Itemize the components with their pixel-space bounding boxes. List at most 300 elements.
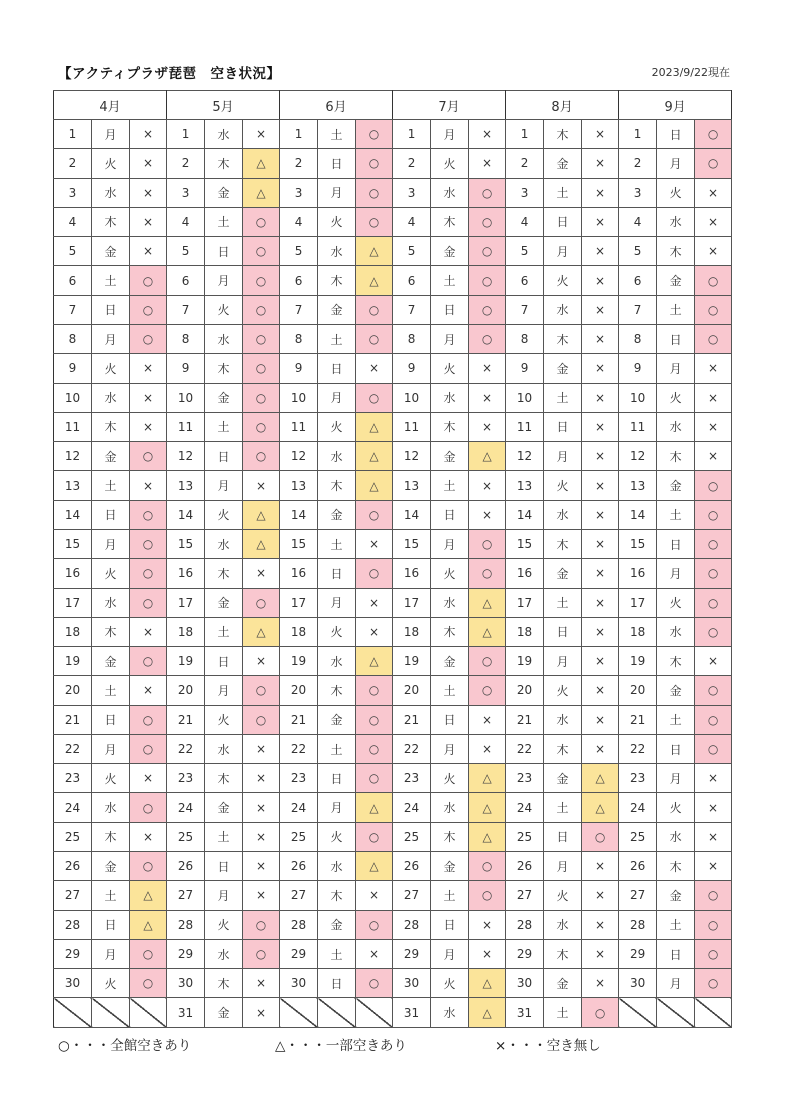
day-number: 11 bbox=[393, 412, 431, 441]
day-number: 9 bbox=[167, 354, 205, 383]
day-number: 9 bbox=[393, 354, 431, 383]
availability-mark: × bbox=[582, 471, 619, 500]
availability-mark: × bbox=[582, 120, 619, 149]
day-number: 24 bbox=[506, 793, 544, 822]
availability-mark: × bbox=[582, 734, 619, 763]
availability-mark: ○ bbox=[469, 324, 506, 353]
day-number: 8 bbox=[393, 324, 431, 353]
weekday: 火 bbox=[205, 705, 243, 734]
weekday: 水 bbox=[318, 442, 356, 471]
day-number: 20 bbox=[619, 676, 657, 705]
day-number: 5 bbox=[280, 237, 318, 266]
availability-mark: △ bbox=[356, 647, 393, 676]
day-row bbox=[54, 588, 732, 617]
day-number: 6 bbox=[619, 266, 657, 295]
weekday: 金 bbox=[92, 647, 130, 676]
month-header: 8月 bbox=[506, 91, 619, 120]
day-number: 2 bbox=[54, 149, 92, 178]
availability-mark: × bbox=[582, 324, 619, 353]
weekday: 水 bbox=[544, 295, 582, 324]
legend-partial: △・・・一部空きあり bbox=[275, 1038, 407, 1054]
availability-mark: ○ bbox=[356, 324, 393, 353]
day-number: 12 bbox=[54, 442, 92, 471]
availability-mark: ○ bbox=[243, 354, 280, 383]
day-number: 5 bbox=[393, 237, 431, 266]
weekday: 土 bbox=[318, 939, 356, 968]
weekday: 火 bbox=[657, 178, 695, 207]
weekday: 土 bbox=[92, 471, 130, 500]
availability-mark: ○ bbox=[356, 705, 393, 734]
day-number: 24 bbox=[54, 793, 92, 822]
day-number: 14 bbox=[54, 500, 92, 529]
day-row bbox=[54, 822, 732, 851]
day-number: 21 bbox=[167, 705, 205, 734]
weekday: 水 bbox=[92, 793, 130, 822]
weekday: 木 bbox=[431, 412, 469, 441]
weekday: 木 bbox=[431, 617, 469, 646]
weekday: 金 bbox=[657, 471, 695, 500]
weekday: 木 bbox=[544, 324, 582, 353]
day-number: 10 bbox=[280, 383, 318, 412]
availability-mark: ○ bbox=[695, 705, 732, 734]
day-number: 22 bbox=[54, 734, 92, 763]
day-number: 13 bbox=[54, 471, 92, 500]
day-number: 19 bbox=[167, 647, 205, 676]
weekday: 水 bbox=[205, 324, 243, 353]
availability-mark: × bbox=[469, 354, 506, 383]
day-number: 10 bbox=[619, 383, 657, 412]
weekday: 日 bbox=[657, 324, 695, 353]
empty-cell bbox=[130, 998, 167, 1028]
weekday: 月 bbox=[431, 939, 469, 968]
day-row bbox=[54, 529, 732, 558]
day-number: 26 bbox=[167, 852, 205, 881]
availability-mark: ○ bbox=[695, 939, 732, 968]
weekday: 火 bbox=[431, 559, 469, 588]
weekday: 金 bbox=[205, 793, 243, 822]
availability-mark: △ bbox=[243, 500, 280, 529]
day-number: 2 bbox=[506, 149, 544, 178]
day-number: 15 bbox=[280, 529, 318, 558]
weekday: 月 bbox=[205, 266, 243, 295]
weekday: 土 bbox=[205, 412, 243, 441]
weekday: 月 bbox=[318, 383, 356, 412]
availability-mark: × bbox=[695, 793, 732, 822]
day-number: 1 bbox=[506, 120, 544, 149]
availability-mark: ○ bbox=[243, 295, 280, 324]
day-number: 24 bbox=[280, 793, 318, 822]
day-row bbox=[54, 734, 732, 763]
availability-mark: ○ bbox=[130, 529, 167, 558]
weekday: 木 bbox=[544, 529, 582, 558]
weekday: 水 bbox=[205, 939, 243, 968]
day-number: 22 bbox=[619, 734, 657, 763]
availability-mark: ○ bbox=[695, 529, 732, 558]
availability-mark: × bbox=[130, 207, 167, 236]
day-number: 16 bbox=[280, 559, 318, 588]
weekday: 土 bbox=[318, 324, 356, 353]
day-number: 29 bbox=[54, 939, 92, 968]
availability-mark: × bbox=[469, 383, 506, 412]
weekday: 月 bbox=[544, 237, 582, 266]
day-number: 6 bbox=[280, 266, 318, 295]
day-number: 20 bbox=[54, 676, 92, 705]
availability-mark: ○ bbox=[695, 149, 732, 178]
weekday: 月 bbox=[431, 529, 469, 558]
day-number: 28 bbox=[619, 910, 657, 939]
availability-mark: ○ bbox=[469, 207, 506, 236]
availability-mark: ○ bbox=[243, 383, 280, 412]
availability-mark: × bbox=[243, 793, 280, 822]
weekday: 月 bbox=[318, 793, 356, 822]
empty-cell bbox=[657, 998, 695, 1028]
weekday: 火 bbox=[92, 559, 130, 588]
weekday: 土 bbox=[318, 529, 356, 558]
calendar-body bbox=[54, 120, 732, 1028]
weekday: 木 bbox=[544, 120, 582, 149]
day-number: 29 bbox=[619, 939, 657, 968]
weekday: 月 bbox=[205, 881, 243, 910]
availability-mark: ○ bbox=[243, 237, 280, 266]
weekday: 金 bbox=[544, 764, 582, 793]
weekday: 日 bbox=[544, 822, 582, 851]
day-number: 10 bbox=[506, 383, 544, 412]
availability-mark: ○ bbox=[695, 910, 732, 939]
weekday: 月 bbox=[318, 588, 356, 617]
weekday: 金 bbox=[205, 383, 243, 412]
month-header: 9月 bbox=[619, 91, 732, 120]
day-number: 19 bbox=[393, 647, 431, 676]
day-number: 9 bbox=[54, 354, 92, 383]
availability-table bbox=[53, 90, 732, 1028]
day-number: 7 bbox=[54, 295, 92, 324]
availability-mark: × bbox=[582, 266, 619, 295]
availability-mark: △ bbox=[469, 588, 506, 617]
weekday: 土 bbox=[657, 500, 695, 529]
day-number: 27 bbox=[167, 881, 205, 910]
availability-mark: ○ bbox=[356, 500, 393, 529]
day-number: 12 bbox=[506, 442, 544, 471]
availability-mark: × bbox=[469, 910, 506, 939]
weekday: 火 bbox=[657, 588, 695, 617]
weekday: 水 bbox=[318, 647, 356, 676]
availability-mark: △ bbox=[469, 969, 506, 998]
weekday: 日 bbox=[544, 617, 582, 646]
availability-mark: ○ bbox=[695, 969, 732, 998]
weekday: 日 bbox=[657, 120, 695, 149]
day-number: 22 bbox=[506, 734, 544, 763]
day-number: 5 bbox=[54, 237, 92, 266]
availability-mark: △ bbox=[469, 617, 506, 646]
availability-mark: × bbox=[243, 881, 280, 910]
day-number: 31 bbox=[393, 998, 431, 1028]
weekday: 月 bbox=[657, 559, 695, 588]
day-number: 25 bbox=[54, 822, 92, 851]
day-number: 27 bbox=[619, 881, 657, 910]
availability-mark: ○ bbox=[356, 207, 393, 236]
availability-mark: × bbox=[582, 500, 619, 529]
day-number: 15 bbox=[619, 529, 657, 558]
availability-mark: ○ bbox=[695, 324, 732, 353]
availability-mark: × bbox=[582, 910, 619, 939]
availability-mark: △ bbox=[469, 793, 506, 822]
day-number: 3 bbox=[619, 178, 657, 207]
day-number: 4 bbox=[54, 207, 92, 236]
month-header-row bbox=[54, 91, 732, 120]
day-number: 19 bbox=[54, 647, 92, 676]
availability-mark: × bbox=[469, 149, 506, 178]
day-row bbox=[54, 705, 732, 734]
day-number: 5 bbox=[506, 237, 544, 266]
day-row bbox=[54, 471, 732, 500]
day-number: 26 bbox=[506, 852, 544, 881]
availability-mark: × bbox=[582, 881, 619, 910]
weekday: 金 bbox=[92, 852, 130, 881]
availability-mark: ○ bbox=[130, 734, 167, 763]
availability-mark: ○ bbox=[695, 559, 732, 588]
day-number: 30 bbox=[506, 969, 544, 998]
weekday: 月 bbox=[431, 734, 469, 763]
day-number: 25 bbox=[506, 822, 544, 851]
weekday: 水 bbox=[431, 588, 469, 617]
day-number: 29 bbox=[393, 939, 431, 968]
weekday: 日 bbox=[544, 207, 582, 236]
weekday: 土 bbox=[431, 676, 469, 705]
day-row bbox=[54, 852, 732, 881]
weekday: 日 bbox=[318, 764, 356, 793]
weekday: 日 bbox=[544, 412, 582, 441]
availability-mark: △ bbox=[356, 237, 393, 266]
day-number: 20 bbox=[167, 676, 205, 705]
day-number: 13 bbox=[280, 471, 318, 500]
weekday: 金 bbox=[544, 149, 582, 178]
day-number: 19 bbox=[280, 647, 318, 676]
weekday: 金 bbox=[205, 588, 243, 617]
weekday: 日 bbox=[431, 910, 469, 939]
availability-mark: × bbox=[469, 939, 506, 968]
day-number: 25 bbox=[280, 822, 318, 851]
day-number: 23 bbox=[167, 764, 205, 793]
weekday: 木 bbox=[92, 822, 130, 851]
weekday: 日 bbox=[431, 705, 469, 734]
weekday: 水 bbox=[544, 500, 582, 529]
availability-mark: × bbox=[582, 237, 619, 266]
day-number: 4 bbox=[167, 207, 205, 236]
availability-mark: × bbox=[130, 676, 167, 705]
availability-mark: × bbox=[582, 705, 619, 734]
availability-mark: ○ bbox=[243, 207, 280, 236]
weekday: 木 bbox=[205, 559, 243, 588]
day-number: 13 bbox=[393, 471, 431, 500]
day-row bbox=[54, 442, 732, 471]
availability-mark: ○ bbox=[695, 881, 732, 910]
availability-mark: × bbox=[130, 412, 167, 441]
availability-mark: △ bbox=[243, 617, 280, 646]
availability-mark: × bbox=[695, 822, 732, 851]
day-number: 24 bbox=[619, 793, 657, 822]
availability-mark: × bbox=[695, 647, 732, 676]
day-number: 17 bbox=[54, 588, 92, 617]
weekday: 月 bbox=[92, 939, 130, 968]
day-number: 27 bbox=[54, 881, 92, 910]
availability-mark: × bbox=[469, 471, 506, 500]
weekday: 水 bbox=[657, 617, 695, 646]
day-number: 15 bbox=[506, 529, 544, 558]
weekday: 日 bbox=[205, 852, 243, 881]
weekday: 木 bbox=[92, 617, 130, 646]
availability-mark: × bbox=[243, 734, 280, 763]
day-number: 18 bbox=[54, 617, 92, 646]
weekday: 日 bbox=[431, 295, 469, 324]
day-number: 3 bbox=[280, 178, 318, 207]
day-number: 10 bbox=[167, 383, 205, 412]
day-number: 11 bbox=[54, 412, 92, 441]
availability-mark: ○ bbox=[582, 998, 619, 1028]
weekday: 火 bbox=[205, 500, 243, 529]
day-number: 9 bbox=[280, 354, 318, 383]
day-number: 23 bbox=[619, 764, 657, 793]
weekday: 金 bbox=[92, 237, 130, 266]
day-row bbox=[54, 149, 732, 178]
day-number: 26 bbox=[393, 852, 431, 881]
weekday: 金 bbox=[205, 998, 243, 1028]
weekday: 木 bbox=[205, 969, 243, 998]
weekday: 月 bbox=[92, 734, 130, 763]
availability-mark: △ bbox=[582, 793, 619, 822]
availability-mark: △ bbox=[356, 471, 393, 500]
day-number: 17 bbox=[506, 588, 544, 617]
weekday: 木 bbox=[544, 939, 582, 968]
weekday: 日 bbox=[431, 500, 469, 529]
day-number: 18 bbox=[393, 617, 431, 646]
availability-mark: × bbox=[582, 383, 619, 412]
weekday: 月 bbox=[205, 471, 243, 500]
weekday: 水 bbox=[431, 383, 469, 412]
availability-mark: × bbox=[130, 764, 167, 793]
day-number: 27 bbox=[393, 881, 431, 910]
availability-mark: × bbox=[130, 237, 167, 266]
day-row bbox=[54, 324, 732, 353]
day-number: 9 bbox=[506, 354, 544, 383]
availability-mark: ○ bbox=[130, 969, 167, 998]
availability-mark: ○ bbox=[356, 910, 393, 939]
availability-mark: × bbox=[582, 354, 619, 383]
weekday: 月 bbox=[92, 529, 130, 558]
day-row bbox=[54, 207, 732, 236]
availability-mark: ○ bbox=[243, 588, 280, 617]
day-number: 7 bbox=[506, 295, 544, 324]
weekday: 木 bbox=[205, 354, 243, 383]
availability-mark: △ bbox=[356, 793, 393, 822]
availability-mark: × bbox=[582, 588, 619, 617]
day-number: 24 bbox=[167, 793, 205, 822]
day-number: 3 bbox=[506, 178, 544, 207]
day-number: 10 bbox=[393, 383, 431, 412]
month-header: 4月 bbox=[54, 91, 167, 120]
weekday: 日 bbox=[92, 910, 130, 939]
day-number: 18 bbox=[506, 617, 544, 646]
availability-mark: × bbox=[130, 149, 167, 178]
weekday: 土 bbox=[657, 910, 695, 939]
weekday: 月 bbox=[657, 354, 695, 383]
availability-mark: × bbox=[243, 120, 280, 149]
weekday: 火 bbox=[544, 471, 582, 500]
availability-mark: × bbox=[582, 412, 619, 441]
availability-mark: × bbox=[243, 471, 280, 500]
day-row bbox=[54, 354, 732, 383]
day-number: 29 bbox=[167, 939, 205, 968]
availability-mark: ○ bbox=[130, 793, 167, 822]
weekday: 火 bbox=[318, 617, 356, 646]
availability-mark: × bbox=[582, 647, 619, 676]
availability-mark: ○ bbox=[356, 120, 393, 149]
day-number: 7 bbox=[167, 295, 205, 324]
weekday: 火 bbox=[318, 412, 356, 441]
weekday: 月 bbox=[92, 324, 130, 353]
weekday: 木 bbox=[318, 676, 356, 705]
day-row bbox=[54, 969, 732, 998]
day-number: 17 bbox=[280, 588, 318, 617]
weekday: 月 bbox=[544, 647, 582, 676]
day-row bbox=[54, 295, 732, 324]
availability-mark: ○ bbox=[469, 266, 506, 295]
day-number: 21 bbox=[280, 705, 318, 734]
availability-mark: ○ bbox=[130, 559, 167, 588]
availability-mark: × bbox=[582, 149, 619, 178]
weekday: 日 bbox=[657, 529, 695, 558]
availability-mark: × bbox=[243, 852, 280, 881]
availability-mark: × bbox=[582, 178, 619, 207]
weekday: 土 bbox=[205, 822, 243, 851]
availability-mark: × bbox=[582, 442, 619, 471]
day-number: 20 bbox=[280, 676, 318, 705]
availability-mark: ○ bbox=[695, 471, 732, 500]
weekday: 金 bbox=[657, 881, 695, 910]
availability-mark: △ bbox=[356, 412, 393, 441]
weekday: 土 bbox=[92, 266, 130, 295]
weekday: 水 bbox=[318, 852, 356, 881]
availability-mark: ○ bbox=[243, 324, 280, 353]
availability-mark: △ bbox=[243, 149, 280, 178]
availability-mark: × bbox=[695, 207, 732, 236]
day-number: 17 bbox=[619, 588, 657, 617]
day-number: 1 bbox=[619, 120, 657, 149]
weekday: 月 bbox=[431, 120, 469, 149]
day-number: 23 bbox=[280, 764, 318, 793]
day-number: 26 bbox=[619, 852, 657, 881]
day-number: 1 bbox=[393, 120, 431, 149]
availability-mark: ○ bbox=[469, 676, 506, 705]
weekday: 土 bbox=[318, 734, 356, 763]
day-number: 22 bbox=[280, 734, 318, 763]
availability-mark: × bbox=[243, 998, 280, 1028]
day-number: 18 bbox=[280, 617, 318, 646]
day-number: 13 bbox=[619, 471, 657, 500]
availability-mark: △ bbox=[469, 442, 506, 471]
day-number: 4 bbox=[619, 207, 657, 236]
availability-mark: ○ bbox=[356, 383, 393, 412]
empty-cell bbox=[695, 998, 732, 1028]
empty-cell bbox=[280, 998, 318, 1028]
empty-cell bbox=[92, 998, 130, 1028]
day-number: 16 bbox=[393, 559, 431, 588]
availability-mark: × bbox=[130, 120, 167, 149]
day-number: 17 bbox=[167, 588, 205, 617]
day-number: 15 bbox=[54, 529, 92, 558]
day-number: 26 bbox=[280, 852, 318, 881]
weekday: 月 bbox=[92, 120, 130, 149]
day-number: 29 bbox=[506, 939, 544, 968]
